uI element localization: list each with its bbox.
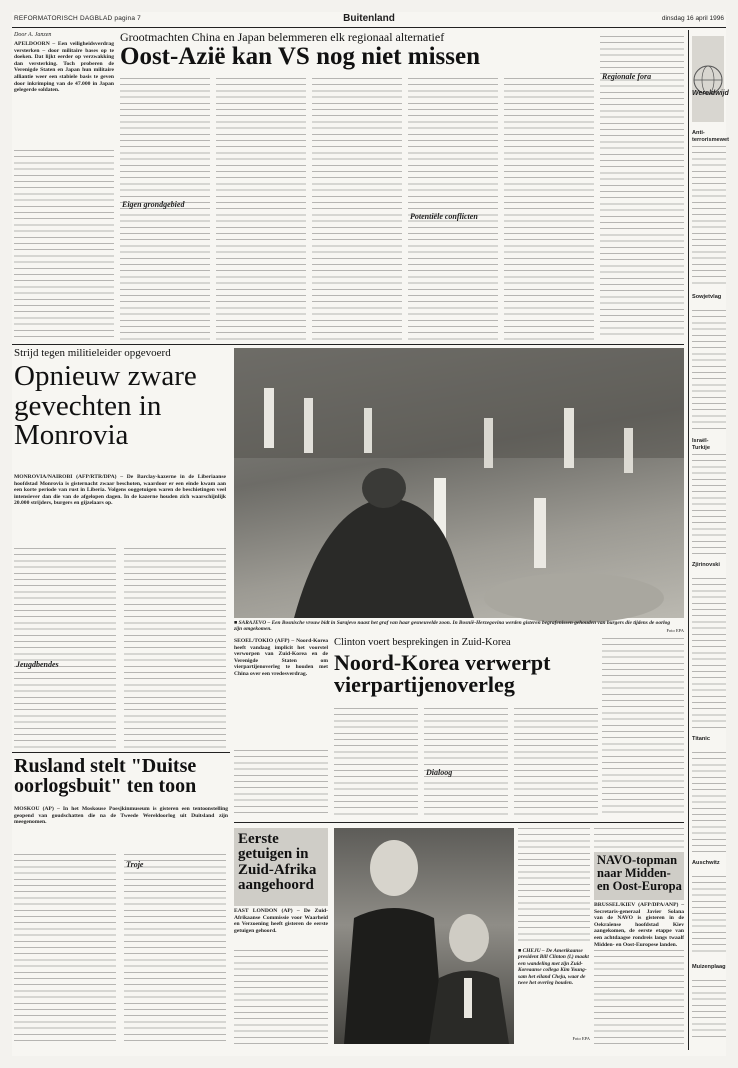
globe-icon [692, 36, 729, 122]
clinton-column [518, 828, 590, 944]
issue-date: dinsdag 16 april 1996 [661, 15, 724, 22]
subhead-dialoog: Dialoog [426, 768, 453, 777]
subhead-potentiele-conflicten: Potentiële conflicten [410, 212, 478, 221]
seoul-overline: Clinton voert besprekingen in Zuid-Korea [334, 637, 511, 648]
rusland-column-2 [124, 854, 226, 1044]
wereldwijd-item-body [692, 454, 726, 554]
seoul-column-4 [514, 708, 598, 818]
zuidafrika-headline: Eerste getuigen in Zuid-Afrika aangehoord [238, 831, 317, 893]
seoul-column-1 [234, 750, 328, 818]
wereldwijd-list [692, 124, 729, 1044]
seoul-column-5 [602, 638, 684, 818]
sarajevo-photo [234, 348, 684, 618]
subhead-regionale-fora: Regionale fora [602, 72, 652, 81]
liberia-overline: Strijd tegen militieleider opgevoerd [14, 347, 171, 359]
section-title: Buitenland [343, 13, 395, 24]
wereldwijd-item-head: Anti-terrorismewet [692, 130, 729, 143]
photo-marker-icon: ■ [234, 620, 239, 626]
subhead-jeugdbendes: Jeugdbendes [16, 660, 59, 669]
rusland-headline: Rusland stelt "Duitse oorlogsbuit" ten toon [14, 755, 197, 798]
clinton-photo [334, 828, 514, 1044]
wereldwijd-item-head: Auschwitz [692, 860, 720, 866]
wereldwijd-item-body [692, 310, 726, 430]
china-column-4 [312, 78, 402, 340]
wereldwijd-item-body [692, 578, 726, 728]
liberia-column-2 [124, 548, 226, 748]
navo-headline: NAVO-topman naar Midden- en Oost-Europa [597, 853, 682, 893]
wereldwijd-item-body [692, 876, 726, 956]
clinton-credit: Foto EPA [572, 1036, 590, 1041]
section-rule [234, 822, 684, 823]
china-column-6 [504, 78, 594, 340]
wereldwijd-item-head: Sowjetvlag [692, 294, 722, 300]
wereldwijd-title: Wereldwijd [692, 90, 729, 97]
paper-name: REFORMATORISCH DAGBLAD pagina 7 [14, 15, 141, 22]
wereldwijd-item-body [692, 146, 726, 286]
wereldwijd-item-head: Israël-Turkije [692, 438, 710, 451]
wereldwijd-item-body [692, 980, 726, 1040]
china-lead: APELDOORN – Een veiligheidsverdrag versterken – door militaire bases op te doeken. Dat lijkt eerder op verzwakking dan versterking. Toch proberen de Verenigde Staten en Japan hun militaire alliantie weer een stabiele basis te geven door inkrimping van de 47.000 in Japan gelegerde soldaten. [14, 41, 114, 94]
seoul-lead: SEOEL/TOKIO (AFP) – Noord-Korea heeft vandaag implicit het voorstel verworpen van Zuid-Korea en de Verenigde Staten om vierpartijenoverleg te houden met China over een vredesverdrag. [234, 638, 328, 677]
rusland-lead: MOSKOU (AP) – In het Moskouse Poesjkinmuseum is gisteren een tentoonstelling geopend van goudschatten die na de Tweede Wereldoorlog uit Duitsland zijn meegenomen. [14, 806, 228, 826]
liberia-headline: Opnieuw zware gevechten in Monrovia [14, 360, 197, 452]
china-headline: Oost-Azië kan VS nog niet missen [120, 43, 480, 70]
photo-marker-icon: ■ [518, 948, 523, 954]
rusland-column-1 [14, 854, 116, 1044]
zuidafrika-column [234, 950, 328, 1044]
navo-top-text [594, 828, 684, 848]
graveyard-image [234, 348, 684, 618]
wereldwijd-item-head: Zjirinovski [692, 562, 720, 568]
section-rule [12, 344, 684, 345]
navo-column [594, 950, 684, 1044]
seoul-column-2 [334, 708, 418, 818]
china-column-3 [216, 78, 306, 340]
byline: Door A. Janzen [14, 32, 52, 38]
sarajevo-credit: Foto EPA [666, 628, 684, 633]
china-column-1 [14, 150, 114, 340]
section-rule [12, 752, 230, 753]
liberia-column-1 [14, 548, 116, 748]
wereldwijd-item-head: Muizenplaag [692, 964, 726, 970]
china-column-5 [408, 78, 498, 340]
navo-lead: BRUSSEL/KIEV (AFP/DPA/ANP) – Secretaris-generaal Javier Solana van de NAVO is gisteren in de Oekraïense hoofdstad Kiev aangekomen, de eerste etappe van een achtdaagse rondreis langs twaalf Midden- en Oost-Europese landen. [594, 902, 684, 948]
seoul-headline: Noord-Korea verwerpt vierpartijenoverleg [334, 650, 551, 698]
subhead-eigen-grondgebied: Eigen grondgebied [122, 200, 185, 209]
china-overline: Grootmachten China en Japan belemmeren elk regionaal alternatief [120, 30, 445, 44]
sidebar-divider [688, 30, 689, 1050]
liberia-lead: MONROVIA/NAIROBI (AFP/RTR/DPA) – De Barclay-kazerne in de Liberiaanse hoofdstad Monrovia is gisternacht zwaar beschoten, waardoor er een einde kwam aan een korte periode van rust in Liberia. Volgens ooggetuigen waren de beschietingen veel intensiever dan die van de afgelopen dagen. In de kazerne houden zich waarschijnlijk 20.000 strijders, burgers en gijzelaars op. [14, 474, 226, 507]
clinton-kim-image [334, 828, 514, 1044]
subhead-troje: Troje [126, 860, 144, 869]
wereldwijd-item-body [692, 752, 726, 852]
zuidafrika-lead: EAST LONDON (AP) – De Zuid-Afrikaanse Commissie voor Waarheid en Verzoening heeft gisteren de eerste getuigen gehoord. [234, 908, 328, 934]
wereldwijd-item-head: Titanic [692, 736, 710, 742]
page-header [12, 12, 726, 28]
sarajevo-caption: ■ SARAJEVO – Een Bosnische vrouw bidt in Sarajevo naast het graf van haar gesneuvelde zoon. In Bosnië-Herzegovina werden gisteren begrafenissen gehouden van burgers die tijdens de oorlog zijn omgekomen. [234, 620, 671, 633]
seoul-column-3 [424, 708, 508, 818]
clinton-caption: ■ CHEJU – De Amerikaanse president Bill Clinton (l.) maakt een wandeling met zijn Zuid-Koreaanse collega Kim Young-sam het eiland Cheju, waar de twee het overleg houden. [518, 948, 589, 987]
wereldwijd-globe-panel [692, 36, 729, 122]
newspaper-page [12, 12, 729, 1056]
